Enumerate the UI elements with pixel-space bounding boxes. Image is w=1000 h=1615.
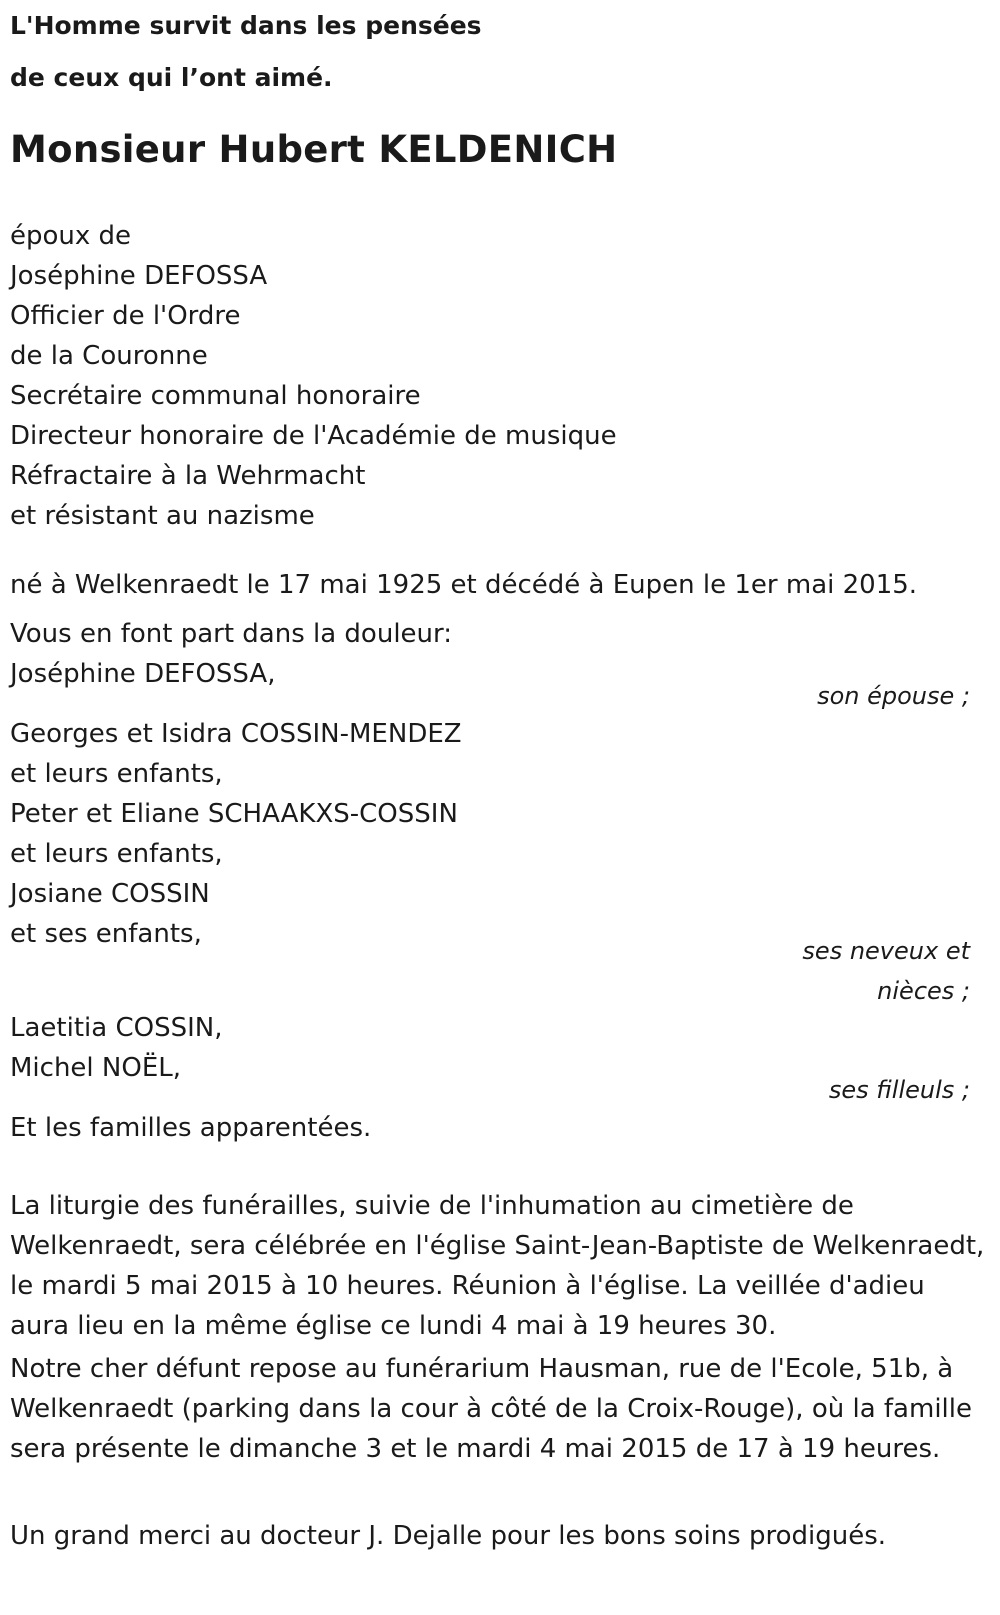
titles-block bbox=[10, 216, 990, 536]
families-line bbox=[10, 1108, 990, 1148]
nephew-line: et leurs enfants, bbox=[10, 839, 223, 869]
title-line: et résistant au nazisme bbox=[10, 501, 315, 531]
epigraph bbox=[10, 0, 710, 104]
nephews-block bbox=[10, 714, 990, 954]
godchild-line: Michel NOËL, bbox=[10, 1053, 182, 1083]
title-line: Réfractaire à la Wehrmacht bbox=[10, 461, 366, 491]
epigraph-line: L'Homme survit dans les pensées bbox=[10, 11, 482, 40]
godchild-line: Laetitia COSSIN, bbox=[10, 1013, 223, 1043]
nephews-relation-line: ses neveux et bbox=[802, 937, 970, 965]
title-line: de la Couronne bbox=[10, 341, 208, 371]
deceased-name: Monsieur Hubert KELDENICH bbox=[10, 128, 618, 171]
funeral-paragraph: La liturgie des funérailles, suivie de l'inhumation au cimetière de Welkenraedt, sera célébrée en l'église Saint-Jean-Baptiste de Welkenraedt, le mardi 5 mai 2015 à 10 heures. Réunion à l'église. La veillée d'adieu aura lieu en la même église ce lundi 4 mai à 19 heures 30. bbox=[10, 1191, 985, 1341]
title-line: Officier de l'Ordre bbox=[10, 301, 241, 331]
nephew-line: Peter et Eliane SCHAAKXS-COSSIN bbox=[10, 799, 458, 829]
nephew-line: Josiane COSSIN bbox=[10, 879, 210, 909]
birth-death-text: né à Welkenraedt le 17 mai 1925 et décédé à Eupen le 1er mai 2015. bbox=[10, 570, 918, 600]
title-line: époux de bbox=[10, 221, 132, 251]
epigraph-line: de ceux qui l’ont aimé. bbox=[10, 63, 333, 92]
nephew-line: et leurs enfants, bbox=[10, 759, 223, 789]
nephew-line: Georges et Isidra COSSIN-MENDEZ bbox=[10, 719, 462, 749]
title-line: Joséphine DEFOSSA bbox=[10, 261, 268, 291]
nephews-relation-line: nièces ; bbox=[877, 977, 970, 1005]
announcement-intro: Vous en font part dans la douleur: bbox=[10, 619, 453, 649]
title-line: Secrétaire communal honoraire bbox=[10, 381, 421, 411]
thanks-paragraph: Un grand merci au docteur J. Dejalle pour les bons soins prodigués. bbox=[10, 1521, 887, 1551]
funerarium-paragraph: Notre cher défunt repose au funérarium Hausman, rue de l'Ecole, 51b, à Welkenraedt (parking dans la cour à côté de la Croix-Rouge), où la famille sera présente le dimanche 3 et le mardi 4 mai 2015 de 17 à 19 heures. bbox=[10, 1354, 972, 1464]
spouse-name: Joséphine DEFOSSA, bbox=[10, 659, 276, 689]
birth-death bbox=[10, 565, 990, 605]
spouse-relation: son épouse ; bbox=[817, 682, 970, 710]
nephew-line: et ses enfants, bbox=[10, 919, 202, 949]
title-line: Directeur honoraire de l'Académie de musique bbox=[10, 421, 617, 451]
nephews-relation bbox=[802, 931, 970, 1011]
godchildren-relation: ses filleuls ; bbox=[828, 1076, 970, 1104]
families-text: Et les familles apparentées. bbox=[10, 1113, 372, 1143]
